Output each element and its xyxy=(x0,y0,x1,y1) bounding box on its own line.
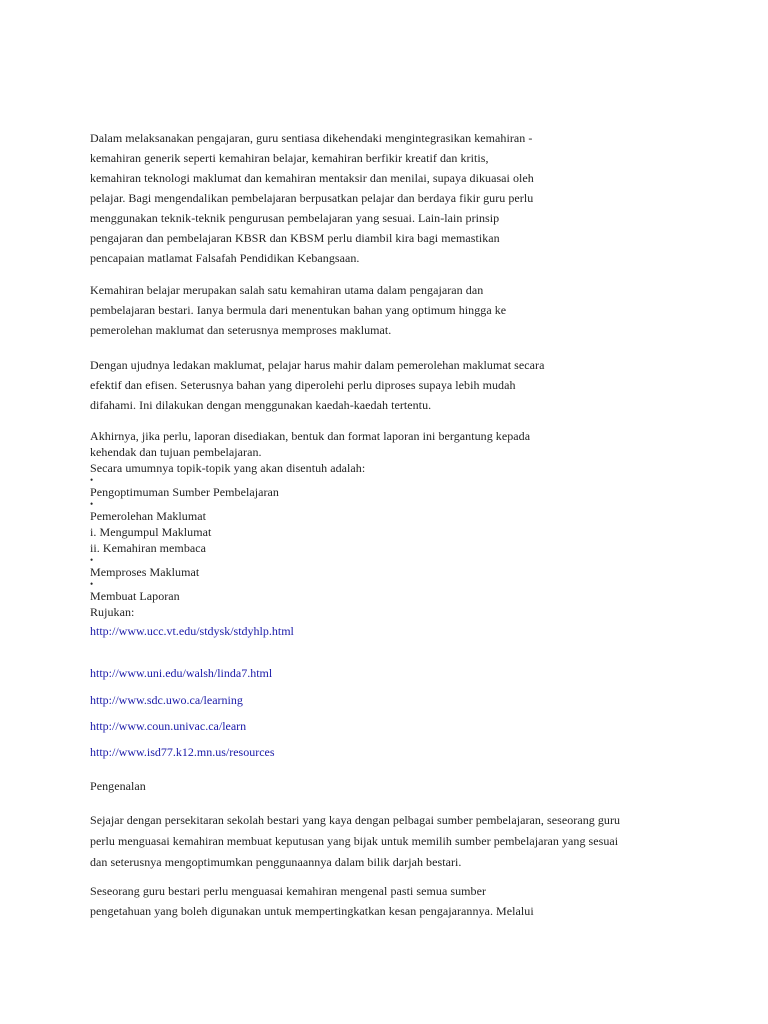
paragraph-line: dan seterusnya mengoptimumkan penggunaannya dalam bilik darjah bestari. xyxy=(90,855,462,869)
paragraph-information-explosion xyxy=(90,355,710,415)
paragraph-line: difahami. Ini dilakukan dengan menggunakan kaedah-kaedah tertentu. xyxy=(90,398,432,412)
paragraph-line: Akhirnya, jika perlu, laporan disediakan, bentuk dan format laporan ini bergantung kepada xyxy=(90,429,531,443)
paragraph-line: Sejajar dengan persekitaran sekolah bestari yang kaya dengan pelbagai sumber pembelajaran, seseorang guru xyxy=(90,813,621,827)
paragraph-line: pemerolehan maklumat dan seterusnya memproses maklumat. xyxy=(90,323,392,337)
reference-link[interactable]: http://www.uni.edu/walsh/linda7.html xyxy=(90,666,273,680)
paragraph-line: Dengan ujudnya ledakan maklumat, pelajar harus mahir dalam pemerolehan maklumat secara xyxy=(90,358,545,372)
paragraph-line: pengetahuan yang boleh digunakan untuk mempertingkatkan kesan pengajarannya. Melalui xyxy=(90,904,534,918)
topic-item: Membuat Laporan xyxy=(90,589,180,603)
paragraph-line: menggunakan teknik-teknik pengurusan pembelajaran yang sesuai. Lain-lain prinsip xyxy=(90,211,500,225)
paragraph-line: kehendak dan tujuan pembelajaran. xyxy=(90,445,262,459)
paragraph-report-and-topics xyxy=(90,428,710,620)
references-label: Rujukan: xyxy=(90,605,135,619)
bullet-marker: • xyxy=(90,499,94,509)
topic-item: Pemerolehan Maklumat xyxy=(90,509,206,523)
paragraph-line: kemahiran generik seperti kemahiran belajar, kemahiran berfikir kreatif dan kritis, xyxy=(90,151,489,165)
paragraph-line: pelajar. Bagi mengendalikan pembelajaran berpusatkan pelajar dan berdaya fikir guru perlu xyxy=(90,191,534,205)
reference-link[interactable]: http://www.ucc.vt.edu/stdysk/stdyhlp.html xyxy=(90,624,294,638)
paragraph-intro xyxy=(90,128,710,268)
topic-subitem: i. Mengumpul Maklumat xyxy=(90,525,212,539)
bullet-marker: • xyxy=(90,475,94,485)
paragraph-line: efektif dan efisen. Seterusnya bahan yang diperolehi perlu diproses supaya lebih mudah xyxy=(90,378,516,392)
paragraph-smart-school xyxy=(90,810,710,873)
document-page xyxy=(90,0,710,1024)
heading-text: Pengenalan xyxy=(90,779,146,793)
paragraph-line: Seseorang guru bestari perlu menguasai kemahiran mengenal pasti semua sumber xyxy=(90,884,487,898)
paragraph-line: Kemahiran belajar merupakan salah satu kemahiran utama dalam pengajaran dan xyxy=(90,283,484,297)
paragraph-line: kemahiran teknologi maklumat dan kemahiran mentaksir dan menilai, supaya dikuasai oleh xyxy=(90,171,534,185)
bullet-marker: • xyxy=(90,579,94,589)
reference-link[interactable]: http://www.sdc.uwo.ca/learning xyxy=(90,693,243,707)
paragraph-line: perlu menguasai kemahiran membuat keputusan yang bijak untuk memilih sumber pembelajaran yang sesuai xyxy=(90,834,619,848)
topic-subitem: ii. Kemahiran membaca xyxy=(90,541,206,555)
topics-intro: Secara umumnya topik-topik yang akan disentuh adalah: xyxy=(90,461,366,475)
paragraph-line: pembelajaran bestari. Ianya bermula dari menentukan bahan yang optimum hingga ke xyxy=(90,303,507,317)
topic-item: Memproses Maklumat xyxy=(90,565,200,579)
paragraph-line: Dalam melaksanakan pengajaran, guru sentiasa dikehendaki mengintegrasikan kemahiran - xyxy=(90,131,533,145)
reference-link[interactable]: http://www.isd77.k12.mn.us/resources xyxy=(90,745,275,759)
paragraph-study-skills xyxy=(90,280,710,340)
bullet-marker: • xyxy=(90,555,94,565)
paragraph-line: pengajaran dan pembelajaran KBSR dan KBSM perlu diambil kira bagi memastikan xyxy=(90,231,500,245)
topic-item: Pengoptimuman Sumber Pembelajaran xyxy=(90,485,279,499)
reference-link[interactable]: http://www.coun.univac.ca/learn xyxy=(90,719,247,733)
paragraph-smart-teacher xyxy=(90,881,710,921)
paragraph-line: pencapaian matlamat Falsafah Pendidikan Kebangsaan. xyxy=(90,251,360,265)
section-heading xyxy=(90,776,710,796)
